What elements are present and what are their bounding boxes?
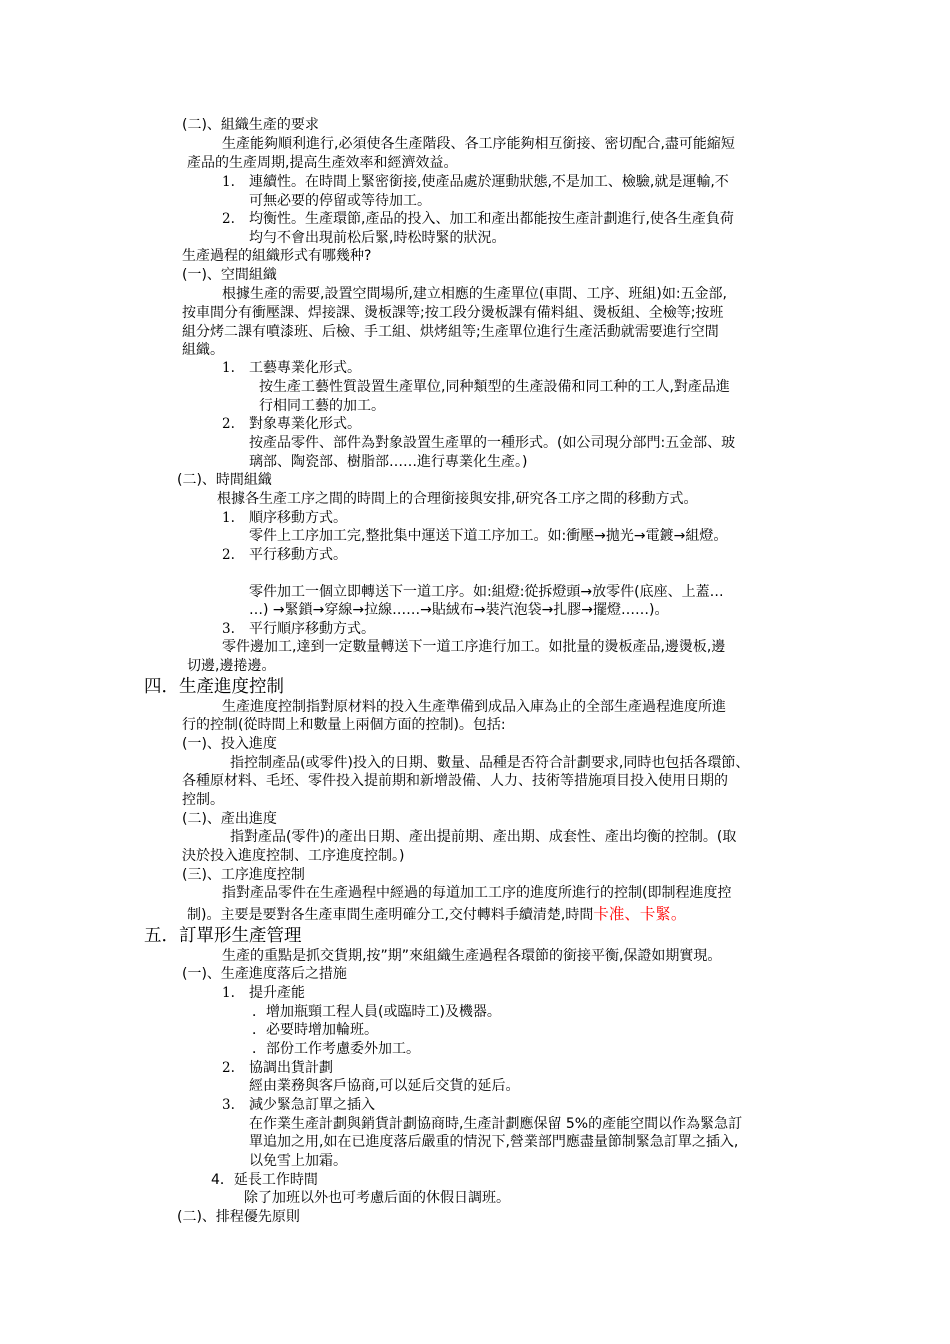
list-item-text: 璃部、陶瓷部、樹脂部……進行專業化生產。) [249,454,528,470]
list-item-text: 零件邊加工,達到一定數量轉送下一道工序進行加工。如批量的燙板產品,邊燙板,邊 [222,639,726,655]
time-organization-heading: (二)、時間組織 [177,472,272,488]
input-progress-heading: (一)、投入進度 [182,736,277,752]
time-organization-body: 根據各生產工序之間的時間上的合理銜接與安排,研究各工序之間的移動方式。 [217,491,698,507]
list-item-title: 順序移動方式。 [249,510,347,526]
list-item-title: 提升產能 [249,985,305,1001]
output-progress-heading: (二)、產出進度 [182,811,277,827]
bullet-text: ．增加瓶頸工程人員(或臨時工)及機器。 [252,1004,501,1020]
section-intro: 行的控制(從時間上和數量上兩個方面的控制)。包括: [182,717,506,733]
list-item-title: 工藝專業化形式。 [249,360,361,376]
highlighted-text: 卡准、卡緊。 [593,905,687,923]
list-item-text: 切邊,邊捲邊。 [187,658,276,674]
list-item-title: 協調出貨計劃 [249,1060,333,1076]
bullet-text: ．部份工作考慮委外加工。 [252,1041,420,1057]
list-item-text: 零件上工序加工完,整批集中運送下道工序加工。如:衝壓→拋光→電鍍→組燈。 [249,528,728,544]
list-item-title: 減少緊急訂單之插入 [249,1097,375,1113]
list-item-title: 平行順序移動方式。 [249,621,375,637]
section-heading: 五．訂單形生產管理 [144,926,302,946]
process-progress-text: 制)。主要是要對各生產車間生產明確分工,交付轉料手續清楚,時間 [187,907,594,923]
space-organization-body: 根據生產的需要,設置空間場所,建立相應的生產單位(車間、工序、班組)如:五金部, [222,286,727,302]
list-item-text: 在作業生產計劃與銷貨計劃協商時,生產計劃應保留 5%的產能空間以作為緊急訂 [249,1116,743,1132]
priority-heading: (二)、排程優先原則 [177,1209,300,1225]
list-item-title: 4．延長工作時間 [211,1172,318,1188]
list-number: 1. [222,360,235,376]
list-item-title: 平行移動方式。 [249,547,347,563]
list-number: 2. [222,1060,235,1076]
org-requirements-body: 生產能夠順利進行,必須使各生產階段、各工序能夠相互銜接、密切配合,盡可能縮短 [222,136,735,152]
section-heading: 四．生產進度控制 [144,677,284,697]
space-organization-body: 組織。 [182,342,224,358]
section-intro: 生產的重點是抓交貨期,按”期”來組織生產過程各環節的銜接平衡,保證如期實現。 [222,948,722,964]
list-number: 2. [222,547,235,563]
list-item-text: 均衡性。生產環節,產品的投入、加工和產出都能按生產計劃進行,使各生產負荷 [249,211,734,227]
input-progress-body: 控制。 [182,792,224,808]
list-item-text: 按產品零件、部件為對象設置生產單的一種形式。(如公司現分部門:五金部、玻 [249,435,736,451]
list-number: 1. [222,985,235,1001]
process-progress-body: 指對產品零件在生產過程中經過的每道加工工序的進度所進行的控制(即制程進度控 [222,885,732,901]
bullet-text: ．必要時增加輪班。 [252,1022,378,1038]
list-number: 2. [222,211,235,227]
process-progress-heading: (三)、工序進度控制 [182,867,305,883]
list-item-text: 可無必要的停留或等待加工。 [249,193,431,209]
list-item-text: 經由業務與客戶協商,可以延后交貨的延后。 [249,1078,520,1094]
list-number: 3. [222,1097,235,1113]
space-organization-heading: (一)、空間組織 [182,267,277,283]
input-progress-body: 指控制產品(或零件)投入的日期、數量、品種是否符合計劃要求,同時也包括各環節、 [230,755,750,771]
list-item-text: 行相同工藝的加工。 [259,398,385,414]
org-requirements-heading: (二)、組織生產的要求 [182,117,319,133]
list-item-text: 單追加之用,如在已進度落后嚴重的情況下,營業部門應盡量節制緊急訂單之插入, [249,1134,739,1150]
process-progress-body [187,905,686,925]
input-progress-body: 各種原材料、毛坯、零件投入提前期和新增設備、人力、技術等措施項目投入使用日期的 [182,773,728,789]
list-number: 3. [222,621,235,637]
list-item-text: 除了加班以外也可考慮后面的休假日調班。 [244,1190,510,1206]
list-item-text: …) →緊鎖→穿線→拉線……→貼絨布→裝汽泡袋→扎膠→擺燈……)。 [249,602,669,618]
list-item-title: 對象專業化形式。 [249,416,361,432]
list-item-text: 零件加工一個立即轉送下一道工序。如:組燈:從拆燈頭→放零件(底座、上蓋… [249,584,724,600]
list-item-text: 按生產工藝性質設置生產單位,同种類型的生產設備和同工种的工人,對產品進 [259,379,730,395]
output-progress-body: 決於投入進度控制、工序進度控制。) [182,848,405,864]
list-number: 1. [222,510,235,526]
space-organization-body: 按車間分有衝壓課、焊接課、燙板課等;按工段分燙板課有備料組、燙板組、全檢等;按班 [182,305,724,321]
list-item-text: 均勻不會出現前松后緊,時松時緊的狀況。 [249,230,506,246]
lag-measures-heading: (一)、生產進度落后之措施 [182,966,347,982]
org-requirements-body: 產品的生產周期,提高生產效率和經濟效益。 [187,155,458,171]
list-number: 2. [222,416,235,432]
forms-question: 生產過程的組織形式有哪幾种? [182,248,372,264]
section-intro: 生產進度控制指對原材料的投入生產準備到成品入庫為止的全部生產過程進度所進 [222,699,726,715]
output-progress-body: 指對產品(零件)的產出日期、產出提前期、產出期、成套性、產出均衡的控制。(取 [230,829,737,845]
list-item-text: 以免雪上加霜。 [249,1153,347,1169]
space-organization-body: 組分烤二課有噴漆班、后檢、手工組、烘烤組等;生產單位進行生產活動就需要進行空間 [182,324,719,340]
list-number: 1. [222,174,235,190]
list-item-text: 連續性。在時間上緊密銜接,使產品處於運動狀態,不是加工、檢驗,就是運輸,不 [249,174,729,190]
